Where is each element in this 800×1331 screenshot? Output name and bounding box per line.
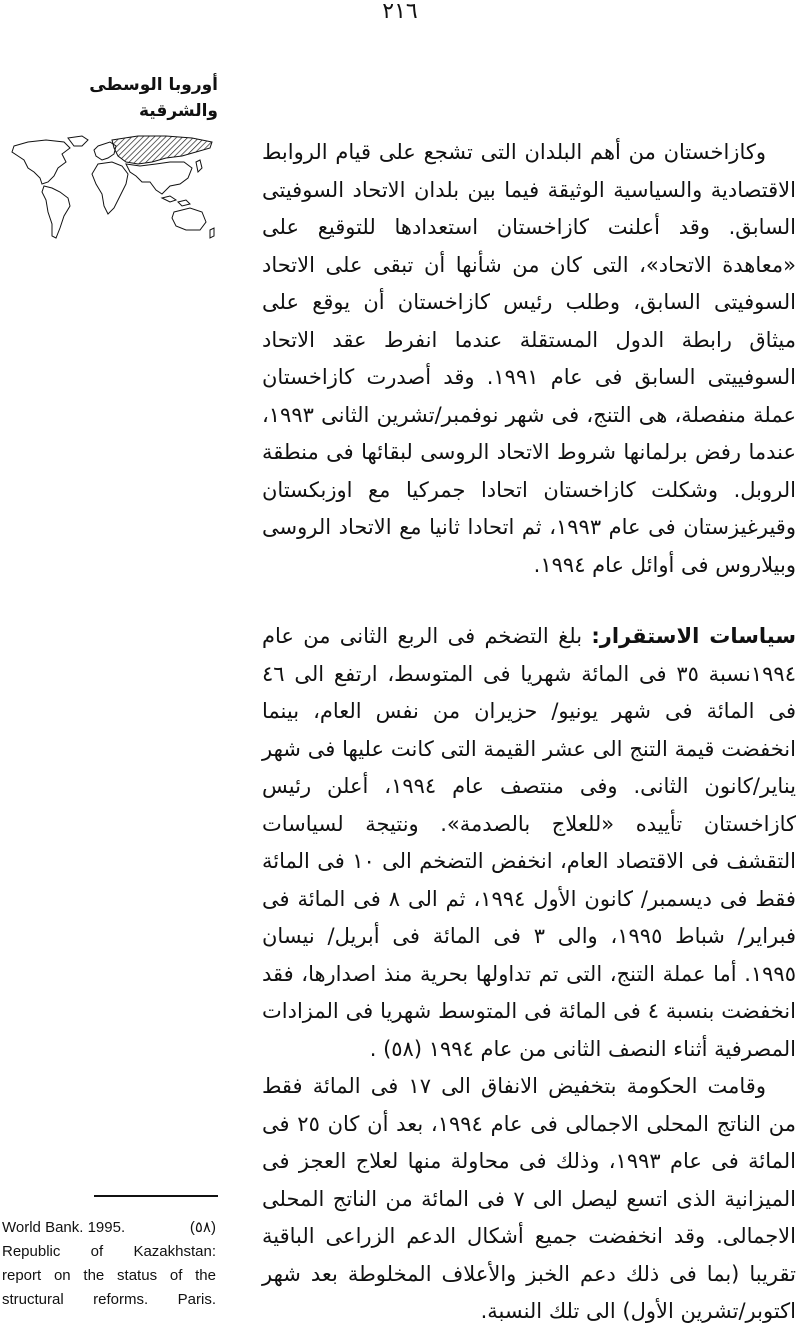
asia-shape (126, 162, 192, 194)
australia-shape (172, 208, 206, 230)
footnote-marker: (٥٨) (189, 1219, 216, 1236)
page-number: ٢١٦ (382, 0, 418, 24)
north-america-shape (12, 140, 70, 184)
indonesia-shape (162, 196, 190, 206)
new-zealand-shape (210, 228, 214, 238)
paragraph-3: وقامت الحكومة بتخفيض الانفاق الى ١٧ فى المائة فقط من الناتج المحلى الاجمالى فى عام ١٩٩٤، بعد أن كان ٢٥ فى المائة فى عام ١٩٩٣، وذلك فى محاولة منها لعلاج العجز فى الميزانية الذى اتسع ليصل الى ٧ فى المائة من الناتج المحلى الاجمالى. وقد انخفضت جميع أشكال الدعم الزراعى الباقية تقريبا (بما فى ذلك دعم الخبز والأعلاف المخلوطة بعد شهر اكتوبر/تشرين الأول) الى تلك النسبة. (262, 1074, 797, 1323)
footnote (2, 1216, 216, 1312)
paragraph-2-text: بلغ التضخم فى الربع الثانى من عام ١٩٩٤نسبة ٣٥ فى المائة شهريا فى المتوسط، ارتفع الى ٤٦ فى المائة فى شهر يونيو/ حزيران من نفس العام، بينما انخفضت قيمة التنج الى عشر القيمة التى كانت عليها فى شهر يناير/كانون الثانى. وفى منتصف عام ١٩٩٤، أعلن رئيس كازاخستان تأييده «للعلاج بالصدمة». ونتيجة لسياسات التقشف فى الاقتصاد العام، انخفض التضخم الى ١٠ فى المائة فقط فى ديسمبر/ كانون الأول ١٩٩٤، ثم الى ٨ فى المائة فى فبراير/ شباط ١٩٩٥، والى ٣ فى المائة فى أبريل/ نيسان ١٩٩٥. أما عملة التنج، التى تم تداولها بحرية منذ اصدارها، فقد انخفضت بنسبة ٤ فى المائة فى المتوسط شهريا فى المزادات المصرفية أثناء النصف الثانى من عام ١٩٩٤ (٥٨) . (262, 624, 797, 1061)
footnote-line-1 (2, 1216, 216, 1240)
footnote-line-4: structural reforms. Paris. (2, 1291, 216, 1308)
footnote-line-2: Republic of Kazakhstan: (2, 1243, 216, 1260)
south-america-shape (42, 186, 70, 238)
africa-shape (92, 162, 128, 214)
paragraph-1: وكازاخستان من أهم البلدان التى تشجع على قيام الروابط الاقتصادية والسياسية الوثيقة فيما بين بلدان الاتحاد السوفيتى السابق. وقد أعلنت كازاخستان استعدادها للتوقيع على «معاهدة الاتحاد»، التى كان من شأنها أن تبقى على الاتحاد السوفيتى السابق، وطلب رئيس كازاخستان أن يوقع على ميثاق رابطة الدول المستقلة عندما انفرط عقد الاتحاد السوفييتى السابق فى عام ١٩٩١. وقد أصدرت كازاخستان عملة منفصلة، هى التنج، فى شهر نوفمبر/تشرين الثانى ١٩٩٣، عندما رفض برلمانها شروط الاتحاد الروسى لبقائها فى منطقة الروبل. وشكلت كازاخستان اتحادا جمركيا مع اوزبكستان وقيرغيزستان فى عام ١٩٩٣، ثم اتحادا ثانيا مع الاتحاد الروسى وبيلاروس فى أوائل عام ١٩٩٤. (262, 140, 797, 577)
footnote-divider (94, 1195, 218, 1197)
japan-shape (196, 160, 202, 172)
former-soviet-union-hatched (112, 136, 212, 164)
body-text (262, 134, 796, 1331)
paragraph-2 (262, 618, 796, 1068)
greenland-shape (68, 136, 88, 146)
world-map-icon (6, 132, 218, 244)
footnote-line-3: report on the status of the (2, 1267, 216, 1284)
footnote-source: World Bank. 1995. (2, 1219, 126, 1236)
running-head: أوروبا الوسطى والشرقية (89, 75, 218, 121)
section-heading-stabilization: سياسات الاستقرار: (591, 624, 796, 648)
